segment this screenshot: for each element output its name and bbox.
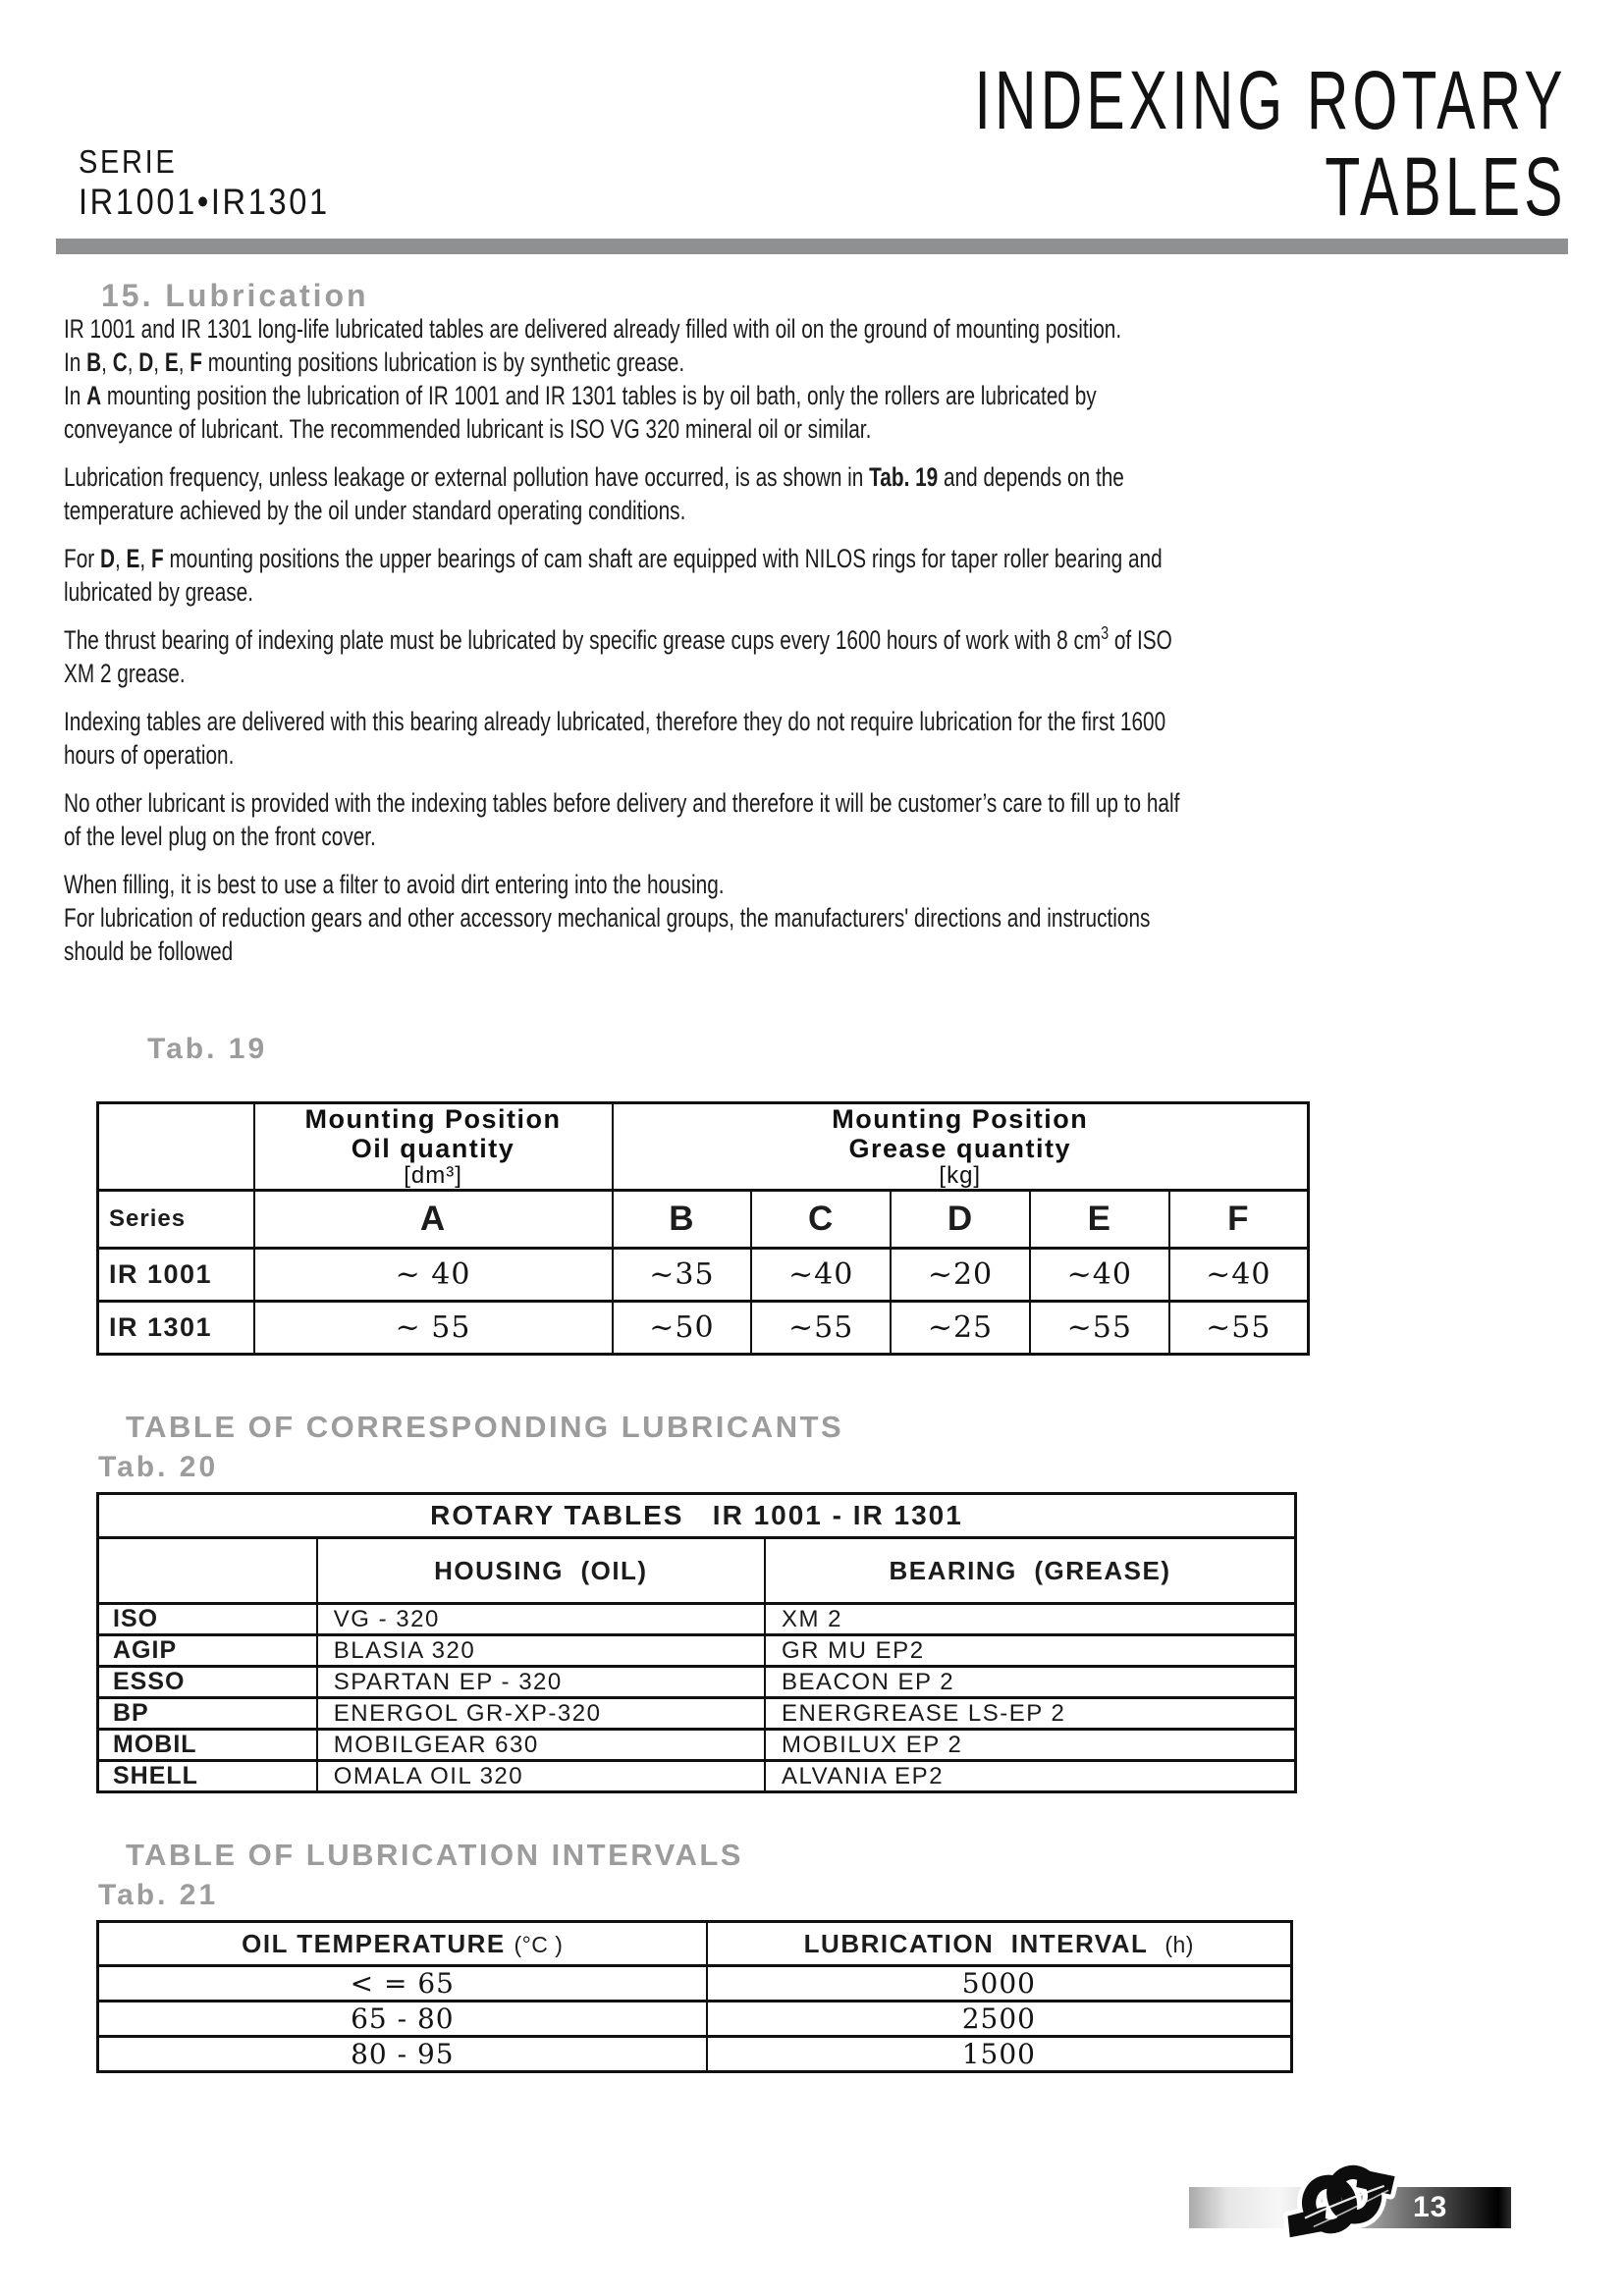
- tab19-group-header-row: [98, 1103, 1309, 1191]
- tab21-interval-cell: 5000: [707, 1966, 1292, 2002]
- tab19-series-cell: IR 1301: [98, 1302, 254, 1355]
- paragraph: IR 1001 and IR 1301 long-life lubricated tables are delivered already filled with oil on the ground of mounting position. In B, C, D, E, F mounting positions lubrication is by synthetic grease. In A mounting position the lubrication of IR 1001 and IR 1301 tables is by oil bath, only the rollers are lubricated by conveyance of lubricant. The recommended lubricant is ISO VG 320 mineral oil or similar.: [64, 314, 1122, 444]
- tab19-value-cell: ~50: [613, 1302, 752, 1355]
- tab19-value-cell: ~40: [1030, 1249, 1169, 1302]
- tab20-bearing-cell: ENERGREASE LS-EP 2: [765, 1698, 1295, 1730]
- paragraph: When filling, it is best to use a filter to avoid dirt entering into the housing. For lubrication of reduction gears and other accessory mechanical groups, the manufacturers' directions and instructions should be followed: [64, 870, 1151, 966]
- tab20-span-header-row: [98, 1494, 1296, 1538]
- tab20-row: [98, 1604, 1296, 1635]
- tab19-position-header-b: B: [613, 1191, 752, 1249]
- series-models: IR1001•IR1301: [79, 182, 330, 222]
- tab21-interval-cell: 1500: [707, 2037, 1292, 2072]
- tab20-row: [98, 1730, 1296, 1761]
- oil-group-line1: Mounting Position: [304, 1104, 562, 1134]
- tab20-row: [98, 1698, 1296, 1730]
- tab20-label: Tab. 20: [98, 1451, 219, 1483]
- tab20-section-title: TABLE OF CORRESPONDING LUBRICANTS: [126, 1410, 844, 1444]
- tab19-row: [98, 1302, 1309, 1355]
- tab19-position-header-a: A: [254, 1191, 613, 1249]
- tab19-value-cell: ~ 40: [254, 1249, 613, 1302]
- tab21-temperature-cell: 65 - 80: [98, 2002, 707, 2037]
- paragraph: Lubrication frequency, unless leakage or external pollution have occurred, is as shown in Tab. 19 and depends on the temperature achieved by the oil under standard operating conditions.: [64, 462, 1124, 525]
- grease-group-unit: [kg]: [939, 1162, 982, 1189]
- oil-group-line2: Oil quantity: [351, 1134, 515, 1163]
- paragraph: For D, E, F mounting positions the upper bearings of cam shaft are equipped with NILOS rings for taper roller bearing and lubricated by grease.: [64, 544, 1163, 607]
- tab20-row: [98, 1667, 1296, 1698]
- temperature-header-unit: (°C ): [514, 1931, 564, 1957]
- temperature-header-text: OIL TEMPERATURE: [242, 1928, 514, 1958]
- tab21-table: [96, 1920, 1293, 2073]
- interval-header-text: LUBRICATION INTERVAL: [803, 1928, 1165, 1958]
- header-rule: [56, 239, 1568, 254]
- tab20-span-header: ROTARY TABLES IR 1001 - IR 1301: [98, 1494, 1296, 1538]
- tab21-interval-header: [707, 1922, 1292, 1966]
- tab19-value-cell: ~20: [891, 1249, 1030, 1302]
- tab19-value-cell: ~35: [613, 1249, 752, 1302]
- tab20-housing-cell: OMALA OIL 320: [317, 1761, 765, 1792]
- tab20-housing-cell: ENERGOL GR-XP-320: [317, 1698, 765, 1730]
- tab21-section-title: TABLE OF LUBRICATION INTERVALS: [126, 1838, 743, 1872]
- tab19-series-header: Series: [98, 1191, 254, 1249]
- tab19-column-header-row: [98, 1191, 1309, 1249]
- tab19-value-cell: ~25: [891, 1302, 1030, 1355]
- tab19-empty-header-cell: [98, 1103, 254, 1191]
- tab19-value-cell: ~55: [1030, 1302, 1169, 1355]
- grease-group-line2: Grease quantity: [848, 1134, 1072, 1163]
- tab20-housing-cell: SPARTAN EP - 320: [317, 1667, 765, 1698]
- tab19-table: [96, 1101, 1310, 1356]
- tab20-column-header-row: [98, 1538, 1296, 1604]
- logo-knot-icon: [1281, 2156, 1399, 2242]
- tab19-value-cell: ~55: [751, 1302, 891, 1355]
- tab19-value-cell: ~40: [751, 1249, 891, 1302]
- tab19-value-cell: ~ 55: [254, 1302, 613, 1355]
- tab21-temperature-header: [98, 1922, 707, 1966]
- grease-group-line1: Mounting Position: [832, 1104, 1089, 1134]
- tab20-bearing-header: BEARING (GREASE): [765, 1538, 1295, 1604]
- tab19-position-header-e: E: [1030, 1191, 1169, 1249]
- body-text: [64, 312, 1183, 983]
- section-heading: 15. Lubrication: [101, 278, 369, 313]
- interval-header-unit: (h): [1164, 1931, 1194, 1957]
- tab19-oil-group-header: [254, 1103, 613, 1191]
- tab20-brand-cell: ISO: [98, 1604, 317, 1635]
- tab20-table: [96, 1492, 1297, 1793]
- tab20-brand-cell: ESSO: [98, 1667, 317, 1698]
- tab20-bearing-cell: XM 2: [765, 1604, 1295, 1635]
- tab19-value-cell: ~40: [1169, 1249, 1309, 1302]
- tab19-row: [98, 1249, 1309, 1302]
- tab20-housing-header: HOUSING (OIL): [317, 1538, 765, 1604]
- paragraph: Indexing tables are delivered with this bearing already lubricated, therefore they do not require lubrication for the first 1600 hours of operation.: [64, 707, 1166, 770]
- tab19-position-header-f: F: [1169, 1191, 1309, 1249]
- page-number: 13: [1413, 2191, 1448, 2223]
- tab21-column-header-row: [98, 1922, 1292, 1966]
- tab20-brand-cell: AGIP: [98, 1635, 317, 1667]
- tab20-bearing-cell: GR MU EP2: [765, 1635, 1295, 1667]
- tab19-position-header-c: C: [751, 1191, 891, 1249]
- tab20-housing-cell: BLASIA 320: [317, 1635, 765, 1667]
- tab20-brand-cell: SHELL: [98, 1761, 317, 1792]
- tab21-row: [98, 2002, 1292, 2037]
- tab19-value-cell: ~55: [1169, 1302, 1309, 1355]
- tab20-row: [98, 1761, 1296, 1792]
- paragraph: No other lubricant is provided with the indexing tables before delivery and therefore it will be customer’s care to fill up to half of the level plug on the front cover.: [64, 788, 1180, 851]
- tab20-bearing-cell: MOBILUX EP 2: [765, 1730, 1295, 1761]
- tab19-label: Tab. 19: [147, 1033, 268, 1065]
- tab19-grease-group-header: [613, 1103, 1309, 1191]
- tab21-row: [98, 2037, 1292, 2072]
- tab21-temperature-cell: 80 - 95: [98, 2037, 707, 2072]
- tab20-bearing-cell: BEACON EP 2: [765, 1667, 1295, 1698]
- tab19-series-cell: IR 1001: [98, 1249, 254, 1302]
- tab21-temperature-cell: < = 65: [98, 1966, 707, 2002]
- tab20-empty-header-cell: [98, 1538, 317, 1604]
- tab20-bearing-cell: ALVANIA EP2: [765, 1761, 1295, 1792]
- paragraph: The thrust bearing of indexing plate must be lubricated by specific grease cups every 1600 hours of work with 8 $cm^3$ of ISO XM 2 grease.: [64, 622, 1172, 688]
- tab21-label: Tab. 21: [98, 1879, 219, 1911]
- document-title: [974, 54, 1567, 233]
- tab21-interval-cell: 2500: [707, 2002, 1292, 2037]
- series-label: SERIE: [79, 143, 178, 180]
- tab20-housing-cell: VG - 320: [317, 1604, 765, 1635]
- tab20-row: [98, 1635, 1296, 1667]
- tab21-row: [98, 1966, 1292, 2002]
- document-title-line2: TABLES: [1325, 140, 1567, 233]
- oil-group-unit: [dm³]: [404, 1162, 462, 1189]
- tab20-brand-cell: MOBIL: [98, 1730, 317, 1761]
- tab20-brand-cell: BP: [98, 1698, 317, 1730]
- document-title-line1: INDEXING ROTARY: [974, 54, 1567, 146]
- tab19-position-header-d: D: [891, 1191, 1030, 1249]
- tab20-housing-cell: MOBILGEAR 630: [317, 1730, 765, 1761]
- series-block: [79, 143, 330, 224]
